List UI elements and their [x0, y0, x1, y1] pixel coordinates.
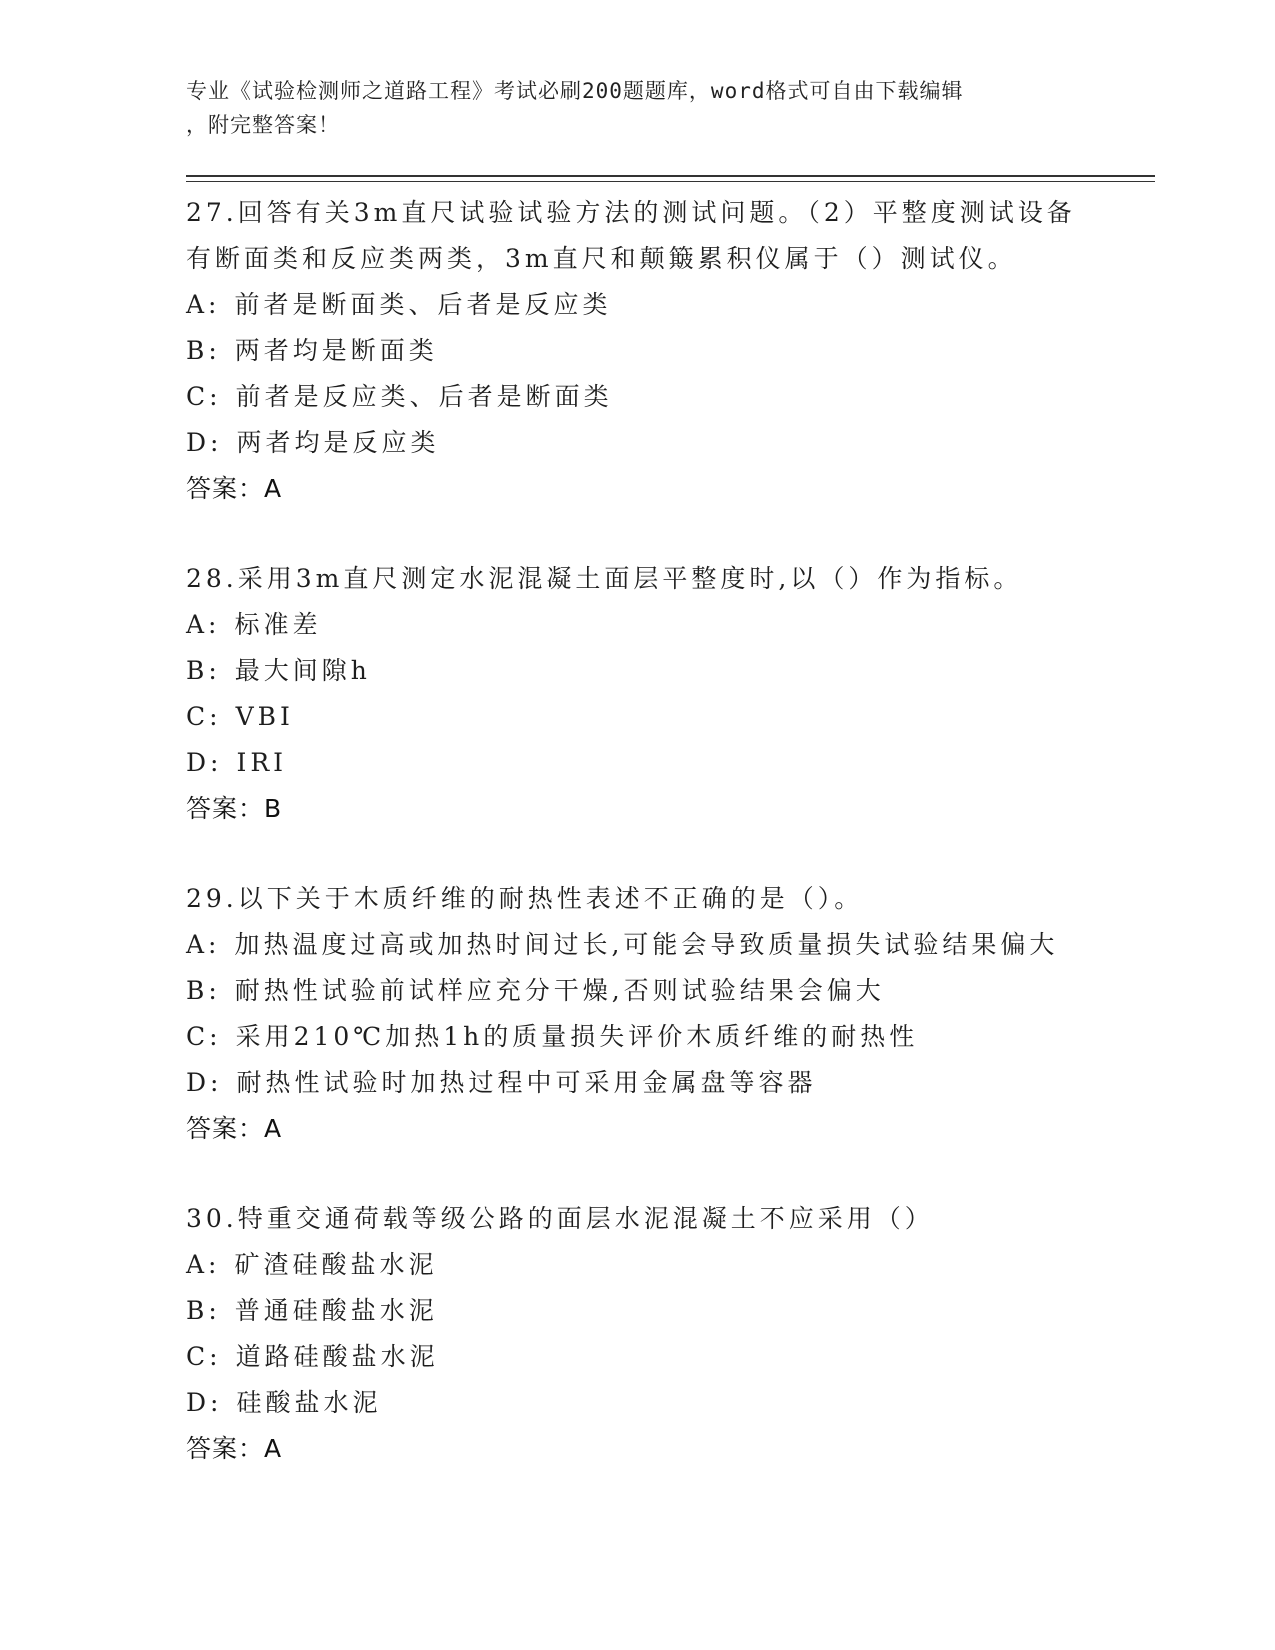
option-c: [186, 1014, 1086, 1060]
question-text-line: 30.特重交通荷载等级公路的面层水泥混凝土不应采用（）: [186, 1204, 934, 1233]
option-c: [186, 374, 1086, 420]
option-a: [186, 602, 1086, 648]
option-a: [186, 922, 1086, 968]
option-b: [186, 1288, 1086, 1334]
option-text: 标准差: [234, 610, 322, 639]
header-divider-thin: [186, 181, 1155, 182]
question-29: [186, 876, 1086, 1152]
option-d: [186, 740, 1086, 786]
option-key: A:: [186, 610, 221, 639]
question-text-line: 有断面类和反应类两类，3m直尺和颠簸累积仪属于（）测试仪。: [186, 244, 1017, 273]
answer-line: 答案：A: [186, 1434, 283, 1463]
option-text: 加热温度过高或加热时间过长,可能会导致质量损失试验结果偏大: [234, 930, 1059, 959]
header-line-1: 专业《试验检测师之道路工程》考试必刷200题题库，word格式可自由下载编辑: [186, 79, 964, 103]
answer-line: 答案：A: [186, 474, 283, 503]
option-key: B:: [186, 656, 221, 685]
option-c: [186, 1334, 1086, 1380]
answer-line: 答案：A: [186, 1114, 283, 1143]
option-text: 最大间隙h: [234, 656, 371, 685]
option-b: [186, 968, 1086, 1014]
option-text: 硅酸盐水泥: [236, 1388, 382, 1417]
question-text-line: 28.采用3m直尺测定水泥混凝土面层平整度时,以（）作为指标。: [186, 564, 1023, 593]
option-key: A:: [186, 1250, 221, 1279]
option-d: [186, 420, 1086, 466]
option-key: C:: [186, 1342, 222, 1371]
option-text: 前者是断面类、后者是反应类: [234, 290, 612, 319]
answer-line: 答案：B: [186, 794, 283, 823]
option-text: 普通硅酸盐水泥: [234, 1296, 438, 1325]
option-key: A:: [186, 930, 221, 959]
option-a: [186, 1242, 1086, 1288]
option-key: B:: [186, 1296, 221, 1325]
question-text-line: 29.以下关于木质纤维的耐热性表述不正确的是（）。: [186, 884, 864, 913]
question-27: [186, 190, 1086, 512]
option-text: 前者是反应类、后者是断面类: [235, 382, 613, 411]
option-key: B:: [186, 976, 221, 1005]
option-b: [186, 648, 1086, 694]
option-key: D:: [186, 748, 223, 777]
option-key: C:: [186, 1022, 222, 1051]
option-key: D:: [186, 1068, 223, 1097]
option-text: IRI: [236, 748, 288, 777]
option-a: [186, 282, 1086, 328]
question-28: [186, 556, 1086, 832]
option-b: [186, 328, 1086, 374]
option-key: B:: [186, 336, 221, 365]
option-d: [186, 1380, 1086, 1426]
option-d: [186, 1060, 1086, 1106]
option-c: [186, 694, 1086, 740]
header-line-2: ，附完整答案！: [186, 113, 340, 137]
option-text: 道路硅酸盐水泥: [235, 1342, 439, 1371]
option-text: 两者均是断面类: [234, 336, 438, 365]
question-list: [186, 190, 1086, 1516]
option-text: 矿渣硅酸盐水泥: [234, 1250, 438, 1279]
option-key: C:: [186, 702, 222, 731]
option-key: A:: [186, 290, 221, 319]
question-text-line: 27.回答有关3m直尺试验试验方法的测试问题。（2）平整度测试设备: [186, 198, 1076, 227]
header-divider-thick: [186, 175, 1155, 177]
option-key: C:: [186, 382, 222, 411]
option-key: D:: [186, 428, 223, 457]
option-text: 耐热性试验前试样应充分干燥,否则试验结果会偏大: [234, 976, 885, 1005]
option-text: 耐热性试验时加热过程中可采用金属盘等容器: [236, 1068, 817, 1097]
option-key: D:: [186, 1388, 223, 1417]
option-text: 两者均是反应类: [236, 428, 440, 457]
option-text: 采用210℃加热1h的质量损失评价木质纤维的耐热性: [235, 1022, 919, 1051]
option-text: VBI: [235, 702, 294, 731]
question-30: [186, 1196, 1086, 1472]
document-header: [186, 74, 1076, 142]
